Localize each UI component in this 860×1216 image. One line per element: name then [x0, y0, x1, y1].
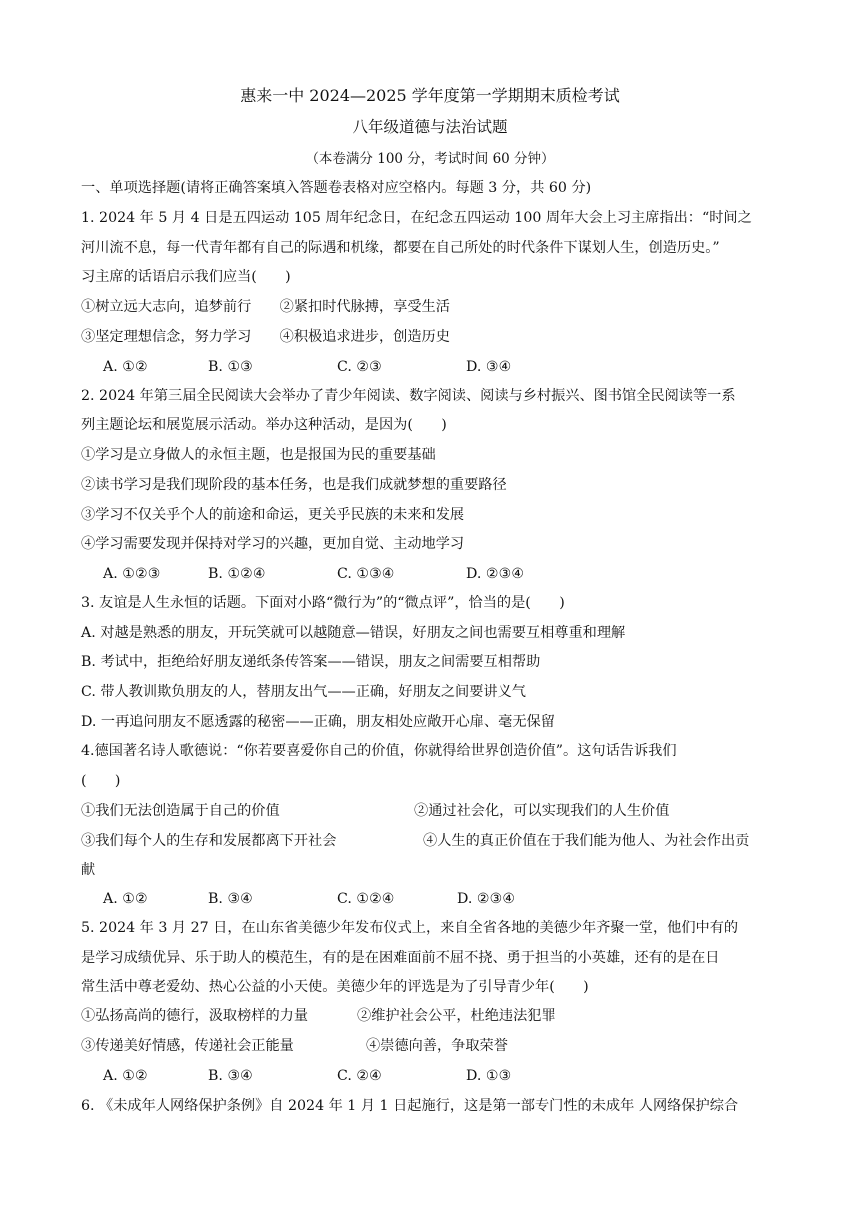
q4-stem-line: ( )	[81, 773, 121, 789]
q5-choice-a: A. ①②	[103, 1068, 148, 1084]
q1-choice-a: A. ①②	[103, 359, 148, 375]
q2-choice-d: D. ②③④	[466, 566, 525, 582]
q5-stem-line: 是学习成绩优异、乐于助人的模范生，有的是在困难面前不屈不挠、勇于担当的小英雄，还有的是在日	[81, 950, 720, 966]
q5-statement: ②维护社会公平，杜绝违法犯罪	[357, 1008, 556, 1024]
q4-stem-line: 4.德国著名诗人歌德说：“你若要喜爱你自己的价值，你就得给世界创造价值”。这句话告诉我们	[81, 743, 677, 759]
section-heading: 一、单项选择题(请将正确答案填入答题卷表格对应空格内。每题 3 分，共 60 分)	[81, 180, 592, 196]
q2-statement: ③学习不仅关乎个人的前途和命运，更关乎民族的未来和发展	[81, 507, 465, 523]
q1-statement: ①树立远大志向，追梦前行 ②紧扣时代脉搏，享受生活	[81, 299, 450, 315]
exam-title: 惠来一中 2024—2025 学年度第一学期期末质检考试	[240, 86, 620, 105]
q3-option: D. 一再追问朋友不愿透露的秘密——正确，朋友相处应敞开心扉、毫无保留	[81, 714, 555, 730]
q4-statement: ③我们每个人的生存和发展都离下开社会	[81, 833, 337, 849]
q4-choice-a: A. ①②	[103, 891, 148, 907]
q3-option: A. 对越是熟悉的朋友，开玩笑就可以越随意—错误，好朋友之间也需要互相尊重和理解	[81, 625, 626, 641]
q2-statement: ②读书学习是我们现阶段的基本任务，也是我们成就梦想的重要路径	[81, 477, 507, 493]
q4-statement: ②通过社会化，可以实现我们的人生价值	[414, 803, 670, 819]
q1-stem-line: 1. 2024 年 5 月 4 日是五四运动 105 周年纪念日，在纪念五四运动 100 周年大会上习主席指出：“时间之	[81, 210, 752, 226]
q5-choice-b: B. ③④	[208, 1068, 253, 1084]
q4-statement: ④人生的真正价值在于我们能为他人、为社会作出贡	[423, 833, 750, 849]
q5-statement: ④崇德向善，争取荣誉	[366, 1038, 508, 1054]
q4-choice-b: B. ③④	[208, 891, 253, 907]
exam-subtitle: 八年级道德与法治试题	[352, 118, 508, 136]
q4-statement: ①我们无法创造属于自己的价值	[81, 803, 280, 819]
q2-statement: ①学习是立身做人的永恒主题，也是报国为民的重要基础	[81, 447, 436, 463]
exam-note: （本卷满分 100 分，考试时间 60 分钟）	[305, 151, 555, 167]
q2-choice-b: B. ①②④	[208, 566, 266, 582]
q2-choice-a: A. ①②③	[103, 566, 161, 582]
q4-choice-d: D. ②③④	[457, 891, 516, 907]
q3-option: C. 带人教训欺负朋友的人，替朋友出气——正确，好朋友之间要讲义气	[81, 684, 526, 700]
q1-choice-d: D. ③④	[466, 359, 512, 375]
q4-choice-c: C. ①②④	[337, 891, 395, 907]
q1-stem-line: 习主席的话语启示我们应当( )	[81, 269, 291, 285]
q6-stem-line: 6. 《未成年人网络保护条例》自 2024 年 1 月 1 日起施行，这是第一部专门性的未成年 人网络保护综合	[81, 1098, 739, 1114]
q3-stem-line: 3. 友谊是人生永恒的话题。下面对小路“微行为”的“微点评”，恰当的是( )	[81, 595, 565, 611]
q5-choice-c: C. ②④	[337, 1068, 382, 1084]
q1-choice-c: C. ②③	[337, 359, 382, 375]
q5-statement: ①弘扬高尚的德行，汲取榜样的力量	[81, 1008, 309, 1024]
q1-stem-line: 河川流不息，每一代青年都有自己的际遇和机缘，都要在自己所处的时代条件下谋划人生，创造历史。”	[81, 240, 720, 256]
q2-stem-line: 列主题论坛和展览展示活动。举办这种活动，是因为( )	[81, 417, 447, 433]
q1-statement: ③坚定理想信念，努力学习 ④积极追求进步，创造历史	[81, 329, 450, 345]
q5-choice-d: D. ①③	[466, 1068, 512, 1084]
q3-option: B. 考试中，拒绝给好朋友递纸条传答案——错误，朋友之间需要互相帮助	[81, 654, 541, 670]
q5-stem-line: 常生活中尊老爱幼、热心公益的小天使。美德少年的评选是为了引导青少年( )	[81, 979, 589, 995]
q5-statement: ③传递美好情感，传递社会正能量	[81, 1038, 294, 1054]
q2-choice-c: C. ①③④	[337, 566, 395, 582]
q4-statement-cont: 献	[81, 862, 96, 878]
q5-stem-line: 5. 2024 年 3 月 27 日，在山东省美德少年发布仪式上，来自全省各地的美德少年齐聚一堂，他们中有的	[81, 920, 739, 936]
q2-stem-line: 2. 2024 年第三届全民阅读大会举办了青少年阅读、数字阅读、阅读与乡村振兴、图书馆全民阅读等一系	[81, 388, 736, 404]
q2-statement: ④学习需要发现并保持对学习的兴趣，更加自觉、主动地学习	[81, 536, 465, 552]
q1-choice-b: B. ①③	[208, 359, 253, 375]
